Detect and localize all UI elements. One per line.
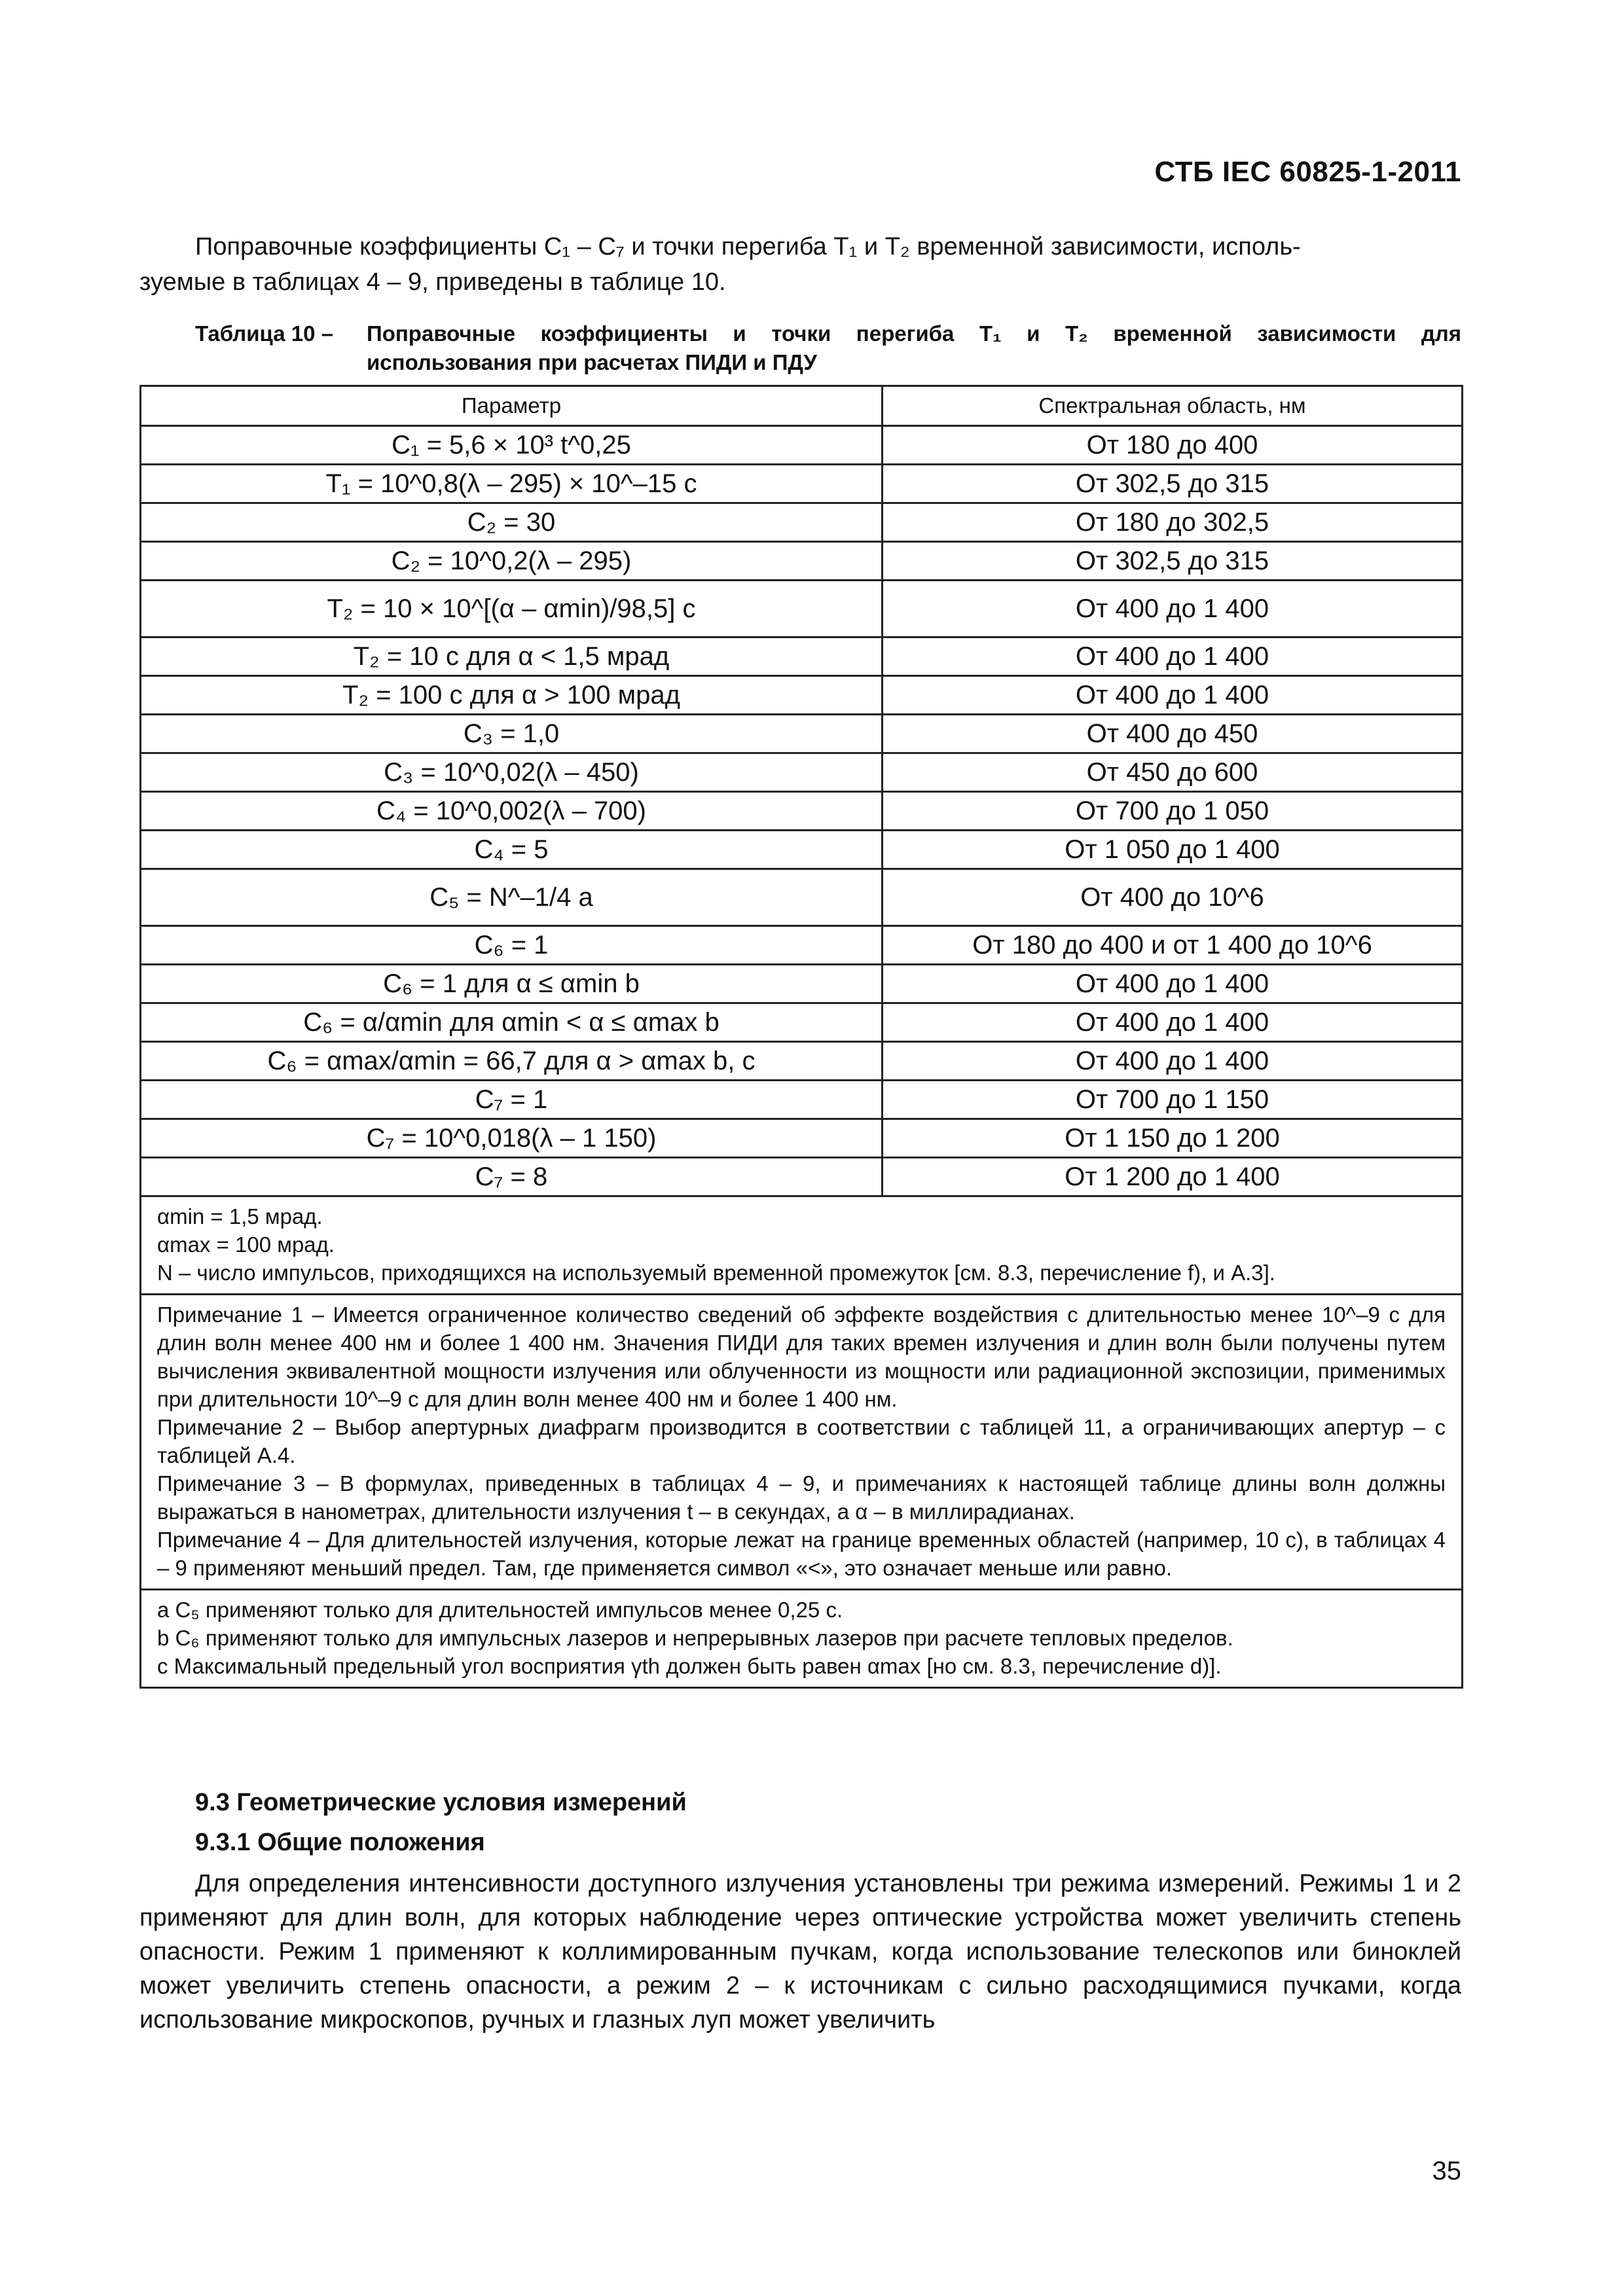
correction-coefficients-table [139,385,1463,1689]
notes-cell [141,1295,1463,1590]
range-cell: От 400 до 1 400 [883,965,1463,1003]
table-row [141,1042,1463,1081]
range-cell: От 180 до 302,5 [883,503,1463,542]
range-cell: От 700 до 1 150 [883,1081,1463,1119]
param-cell: T₂ = 10 × 10^[(α – αmin)/98,5] с [141,581,883,637]
table-row [141,792,1463,831]
table-caption-line-2: использования при расчетах ПИДИ и ПДУ [367,350,817,374]
table-row [141,1081,1463,1119]
table-caption [195,319,1461,377]
param-cell: C₅ = N^–1/4 a [141,869,883,926]
footnote-a: a C₅ применяют только для длительностей импульсов менее 0,25 с. [157,1598,843,1622]
table-row [141,715,1463,753]
range-cell: От 1 200 до 1 400 [883,1158,1463,1196]
range-cell: От 400 до 1 400 [883,581,1463,637]
table-row [141,676,1463,715]
subsection-heading: 9.3.1 Общие положения [195,1829,485,1856]
table-row [141,965,1463,1003]
table-row [141,1003,1463,1042]
section-paragraph-text: Для определения интенсивности доступного излучения установлены три режима измерений. Режимы 1 и 2 применяют для длин волн, для которых наблюдение через оптические устройства может увеличить степень опасности. Режим 1 применяют к коллимированным пучкам, когда использование телескопов или биноклей может увеличить степень опасности, а режим 2 – к источникам с сильно расходящимися пучками, когда использование микроскопов, ручных и глазных луп может увеличить [139,1870,1461,2034]
header-range: Спектральная область, нм [883,386,1463,426]
table-row [141,426,1463,465]
param-cell: C₄ = 10^0,002(λ – 700) [141,792,883,831]
footnotes-cell [141,1590,1463,1688]
section-heading: 9.3 Геометрические условия измерений [195,1789,687,1816]
intro-line-2: зуемые в таблицах 4 – 9, приведены в таблице 10. [139,268,726,296]
table-header-row [141,386,1463,426]
range-cell: От 400 до 450 [883,715,1463,753]
footnote-c: c Максимальный предельный угол восприятия γth должен быть равен αmax [но см. 8.3, перечисление d)]. [157,1654,1222,1678]
definition-alpha-min: αmin = 1,5 мрад. [157,1204,323,1229]
range-cell: От 400 до 1 400 [883,1003,1463,1042]
intro-paragraph [139,229,1461,300]
definition-n: N – число импульсов, приходящихся на используемый временной промежуток [см. 8.3, перечисление f), и А.3]. [157,1261,1275,1285]
table-row [141,926,1463,965]
range-cell: От 1 050 до 1 400 [883,831,1463,869]
range-cell: От 180 до 400 и от 1 400 до 10^6 [883,926,1463,965]
param-cell: C₇ = 10^0,018(λ – 1 150) [141,1119,883,1158]
param-cell: T₁ = 10^0,8(λ – 295) × 10^–15 с [141,465,883,503]
note-3: Примечание 3 – В формулах, приведенных в таблицах 4 – 9, и примечаниях к настоящей таблице длины волн должны выражаться в нанометрах, длительности излучения t – в секундах, а α – в миллирадианах. [157,1471,1446,1524]
note-4: Примечание 4 – Для длительностей излучения, которые лежат на границе временных областей (например, 10 с), в таблицах 4 – 9 применяют меньший предел. Там, где применяется символ «<», это означает меньше или равно. [157,1528,1446,1580]
range-cell: От 180 до 400 [883,426,1463,465]
param-cell: C₇ = 1 [141,1081,883,1119]
definitions-row [141,1196,1463,1295]
footnotes-row [141,1590,1463,1688]
note-2: Примечание 2 – Выбор апертурных диафрагм производится в соответствии с таблицей 11, а ограничивающих апертур – с таблицей А.4. [157,1415,1446,1467]
table-row [141,869,1463,926]
param-cell: C₆ = αmax/αmin = 66,7 для α > αmax b, c [141,1042,883,1081]
table-caption-line-1: Поправочные коэффициенты и точки перегиба T₁ и T₂ временной зависимости для [367,321,1461,346]
table-row [141,753,1463,792]
table-row [141,503,1463,542]
range-cell: От 450 до 600 [883,753,1463,792]
table-row [141,465,1463,503]
param-cell: C₄ = 5 [141,831,883,869]
document-standard-number: СТБ IEC 60825-1-2011 [1154,156,1461,188]
range-cell: От 400 до 1 400 [883,676,1463,715]
range-cell: От 700 до 1 050 [883,792,1463,831]
param-cell: C₃ = 10^0,02(λ – 450) [141,753,883,792]
table-caption-label: Таблица 10 – [195,321,333,346]
page-number: 35 [1432,2157,1461,2185]
range-cell: От 302,5 до 315 [883,542,1463,581]
range-cell: От 400 до 1 400 [883,1042,1463,1081]
notes-row [141,1295,1463,1590]
note-1: Примечание 1 – Имеется ограниченное количество сведений об эффекте воздействия с длительностью менее 10^–9 с для длин волн менее 400 нм и более 1 400 нм. Значения ПИДИ для таких времен излучения и длин волн были получены путем вычисления эквивалентной мощности излучения или облученности из мощности или радиационной экспозиции, применимых при длительности 10^–9 с для длин волн менее 400 нм и более 1 400 нм. [157,1302,1446,1411]
table-row [141,1119,1463,1158]
definition-alpha-max: αmax = 100 мрад. [157,1232,335,1257]
header-param: Параметр [141,386,883,426]
param-cell: C₇ = 8 [141,1158,883,1196]
range-cell: От 400 до 1 400 [883,637,1463,676]
param-cell: C₆ = α/αmin для αmin < α ≤ αmax b [141,1003,883,1042]
definitions-cell [141,1196,1463,1295]
param-cell: C₁ = 5,6 × 10³ t^0,25 [141,426,883,465]
param-cell: C₆ = 1 [141,926,883,965]
intro-line-1: Поправочные коэффициенты C₁ – C₇ и точки перегиба T₁ и T₂ временной зависимости, исполь- [195,233,1301,260]
table-row [141,1158,1463,1196]
range-cell: От 1 150 до 1 200 [883,1119,1463,1158]
range-cell: От 302,5 до 315 [883,465,1463,503]
param-cell: T₂ = 10 с для α < 1,5 мрад [141,637,883,676]
param-cell: C₂ = 30 [141,503,883,542]
param-cell: C₃ = 1,0 [141,715,883,753]
table-row [141,542,1463,581]
table-row [141,831,1463,869]
table-row [141,581,1463,637]
param-cell: C₂ = 10^0,2(λ – 295) [141,542,883,581]
table-row [141,637,1463,676]
footnote-b: b C₆ применяют только для импульсных лазеров и непрерывных лазеров при расчете тепловых пределов. [157,1626,1233,1650]
range-cell: От 400 до 10^6 [883,869,1463,926]
param-cell: T₂ = 100 с для α > 100 мрад [141,676,883,715]
section-paragraph [139,1867,1461,2037]
param-cell: C₆ = 1 для α ≤ αmin b [141,965,883,1003]
